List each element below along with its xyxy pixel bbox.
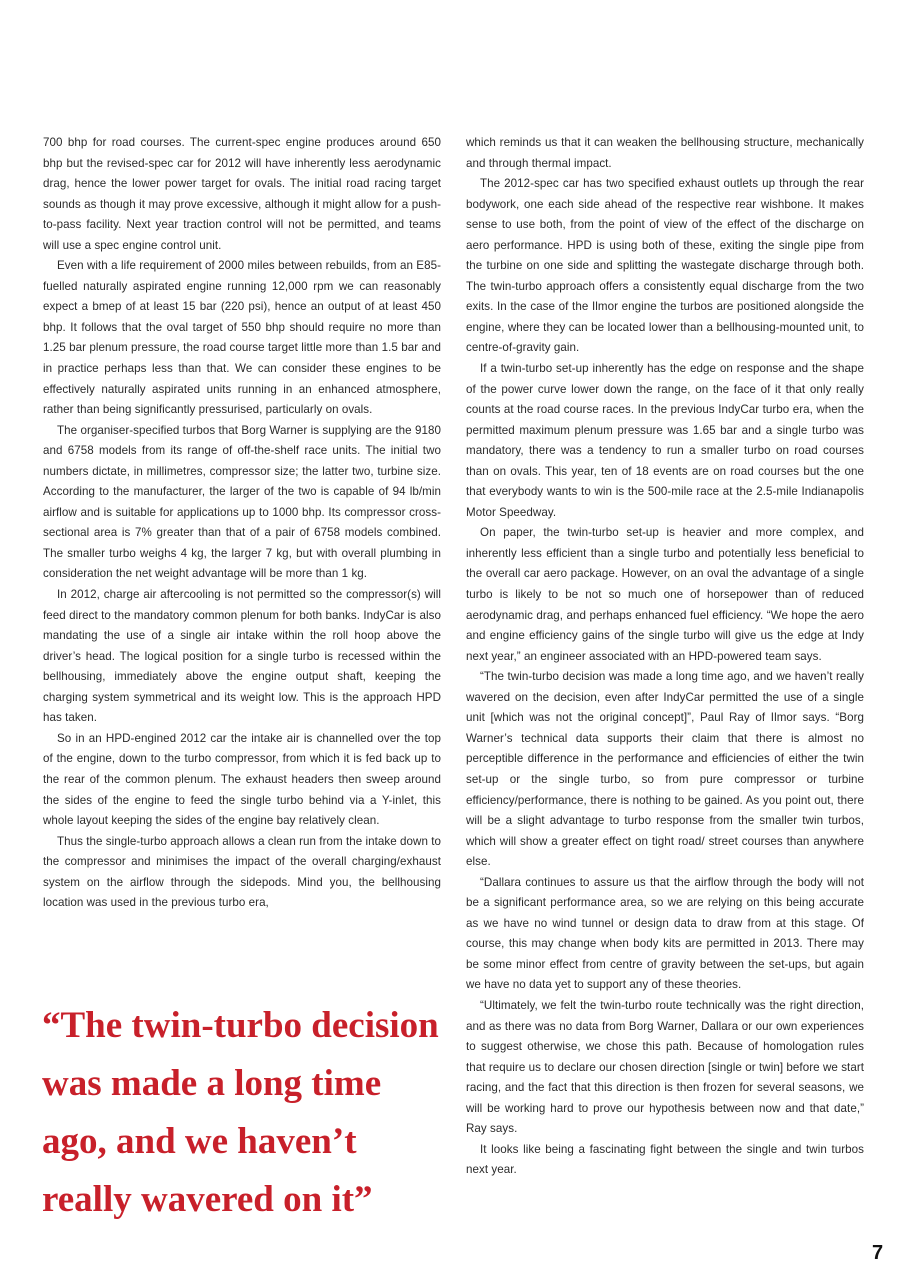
body-paragraph: “Dallara continues to assure us that the airflow through the body will not be a significant performance area, so we are relying on this being accurate as we have no wind tunnel or design data to draw from at this stage. Of course, this may change when body kits are permitted in 2013. There may be some minor effect from centre of gravity between the set-ups, but again we have no data yet to support any of these theories. [466, 875, 864, 992]
body-paragraph: 700 bhp for road courses. The current-spec engine produces around 650 bhp but the revised-spec car for 2012 will have inherently less aerodynamic drag, hence the lower power target for ovals. The initial road racing target sounds as though it may prove excessive, although it might allow for a push-to-pass facility. Next year traction control will not be permitted, and teams will use a spec engine control unit. [43, 136, 441, 252]
body-paragraph: If a twin-turbo set-up inherently has the edge on response and the shape of the power curve lower down the range, on the face of it that only really counts at the road course races. In the previous IndyCar turbo era, when the permitted maximum plenum pressure was 1.65 bar and a single turbo was mandatory, there was a tendency to run a smaller turbo on road courses than on ovals. This year, ten of 18 events are on road courses but the one that everybody wants to win is the 500-mile race at the 2.5-mile Indianapolis Motor Speedway. [466, 362, 864, 519]
pull-quote: “The twin-turbo decision was made a long time ago, and we haven’t really wavered on it” [42, 1005, 439, 1220]
body-paragraph: “The twin-turbo decision was made a long time ago, and we haven’t really wavered on the decision, even after IndyCar permitted the use of a single unit [which was not the original concept]”, Paul Ray of Ilmor says. “Borg Warner’s technical data supports their claim that there is almost no perceptible difference in the performance and efficiencies of either the twin set-up or the single turbo, so from pure compressor or turbine efficiency/performance, there is nothing to be gained. As you point out, there will be a slight advantage to turbo response from the smaller twin turbos, which will show a greater effect on tight road/ street courses than anywhere else. [466, 670, 864, 869]
body-paragraph: So in an HPD-engined 2012 car the intake air is channelled over the top of the engine, down to the turbo compressor, from which it is fed back up to the rear of the common plenum. The exhaust headers then sweep around the sides of the engine to feed the single turbo behind via a Y-inlet, this whole layout keeping the sides of the engine bay relatively clean. [43, 731, 441, 828]
right-column [466, 133, 864, 1181]
body-paragraph: “Ultimately, we felt the twin-turbo route technically was the right direction, and as there was no data from Borg Warner, Dallara or our own experiences to suggest otherwise, we chose this path. Because of homologation rules that require us to declare our chosen direction [single or twin] before we start racing, and the fact that this direction is then frozen for several seasons, we will be working hard to prove our hypothesis between now and that date,” Ray says. [466, 998, 864, 1136]
body-paragraph: On paper, the twin-turbo set-up is heavier and more complex, and inherently less efficient than a single turbo and potentially less beneficial to the overall car aero package. However, on an oval the advantage of a single turbo is likely to be not so much one of horsepower than of reduced aerodynamic drag, and perhaps enhanced fuel efficiency. “We hope the aero and engine efficiency gains of the single turbo will give us the edge at Indy next year,” an engineer associated with an HPD-powered team says. [466, 526, 864, 663]
body-paragraph: Even with a life requirement of 2000 miles between rebuilds, from an E85-fuelled naturally aspirated engine running 12,000 rpm we can reasonably expect a bmep of at least 15 bar (220 psi), hence an output of at least 450 bhp. It follows that the oval target of 550 bhp should require no more than 1.25 bar plenum pressure, the road course target little more than 1.5 bar and in practice perhaps less than that. We can consider these engines to be effectively naturally aspirated units running in an enhanced atmosphere, rather than being significantly pressurised, particularly on ovals. [43, 259, 441, 417]
left-column [43, 133, 441, 914]
body-paragraph: Thus the single-turbo approach allows a clean run from the intake down to the compressor and minimises the impact of the overall charging/exhaust system on the airflow through the sidepods. Mind you, the bellhousing location was used in the previous turbo era, [43, 834, 441, 910]
body-paragraph: The 2012-spec car has two specified exhaust outlets up through the rear bodywork, one each side ahead of the respective rear wishbone. It makes sense to use both, from the point of view of the effect of the discharge on aero performance. HPD is using both of these, exiting the single pipe from the turbine on one side and splitting the wastegate discharge through both. The twin-turbo approach offers a consistently equal discharge from the two exits. In the case of the Ilmor engine the turbos are positioned alongside the engine, where they can be located lower than a bellhousing-mounted unit, to centre-of-gravity gain. [466, 177, 864, 355]
body-paragraph: The organiser-specified turbos that Borg Warner is supplying are the 9180 and 6758 models from its range of off-the-shelf race units. The initial two numbers dictate, in millimetres, compressor size; the latter two, turbine size. According to the manufacturer, the larger of the two is capable of 94 lb/min airflow and is suitable for applications up to 1000 bhp. Its compressor cross-sectional area is 7% greater than that of a pair of 6758 models combined. The smaller turbo weighs 4 kg, the larger 7 kg, but with overall plumbing in consideration the net weight advantage will be more than 1 kg. [43, 423, 441, 581]
body-paragraph: It looks like being a fascinating fight between the single and twin turbos next year. [466, 1142, 864, 1177]
body-paragraph: which reminds us that it can weaken the bellhousing structure, mechanically and through thermal impact. [466, 136, 864, 170]
page-number: 7 [872, 1242, 884, 1264]
body-paragraph: In 2012, charge air aftercooling is not permitted so the compressor(s) will feed direct to the mandatory common plenum for both banks. IndyCar is also mandating the use of a single air intake within the roll hoop above the driver’s head. The logical position for a single turbo is recessed within the bellhousing, immediately above the engine output shaft, keeping the charging system symmetrical and its weight low. This is the approach HPD has taken. [43, 588, 441, 725]
